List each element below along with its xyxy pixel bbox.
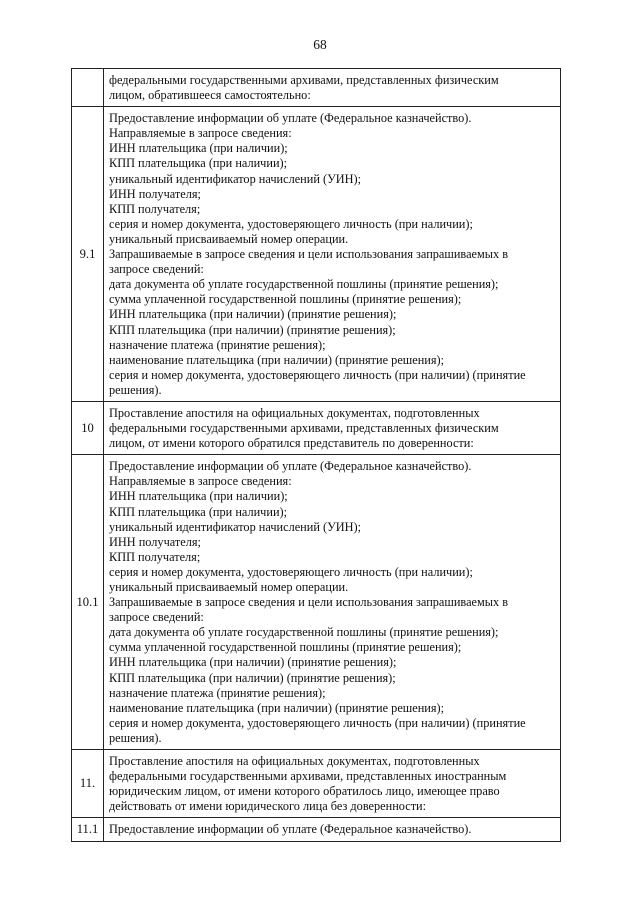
row-number: 10.1 bbox=[72, 455, 104, 750]
text-line: КПП плательщика (при наличии) (принятие решения); bbox=[109, 322, 396, 337]
row-number bbox=[72, 69, 104, 107]
text-line: запросе сведений: bbox=[109, 610, 204, 625]
text-line: юридическим лицом, от имени которого обратилось лицо, имеющее право bbox=[109, 784, 500, 799]
text-line: Запрашиваемые в запросе сведения и цели использования запрашиваемых в bbox=[109, 247, 509, 262]
text-line: федеральными государственными архивами, представленных иностранным bbox=[109, 769, 507, 784]
text-line: дата документа об уплате государственной пошлины (принятие решения); bbox=[109, 277, 499, 292]
row-text bbox=[104, 750, 561, 818]
text-line: действовать от имени юридического лица без доверенности: bbox=[109, 799, 427, 814]
row-number: 9.1 bbox=[72, 107, 104, 402]
text-line: Предоставление информации об уплате (Федеральное казначейство). bbox=[109, 822, 472, 837]
text-line: ИНН плательщика (при наличии) (принятие решения); bbox=[109, 307, 397, 322]
text-line: запросе сведений: bbox=[109, 262, 204, 277]
text-line: федеральными государственными архивами, представленных физическим bbox=[109, 73, 499, 87]
text-line: серия и номер документа, удостоверяющего личность (при наличии); bbox=[109, 216, 473, 231]
text-line: серия и номер документа, удостоверяющего личность (при наличии); bbox=[109, 564, 473, 579]
text-line: уникальный идентификатор начислений (УИН); bbox=[109, 171, 362, 186]
text-line: решения). bbox=[109, 382, 162, 397]
row-text bbox=[104, 107, 561, 402]
text-line: Проставление апостиля на официальных документах, подготовленных bbox=[109, 405, 480, 420]
text-line: федеральными государственными архивами, представленных физическим bbox=[109, 421, 499, 436]
text-line: решения). bbox=[109, 730, 162, 745]
text-line: уникальный присваиваемый номер операции. bbox=[109, 580, 349, 594]
text-line: сумма уплаченной государственной пошлины (принятие решения); bbox=[109, 292, 462, 307]
text-line: сумма уплаченной государственной пошлины (принятие решения); bbox=[109, 640, 462, 655]
text-line: ИНН плательщика (при наличии); bbox=[109, 489, 288, 504]
text-line: уникальный присваиваемый номер операции. bbox=[109, 231, 349, 246]
text-line: ИНН получателя; bbox=[109, 534, 201, 549]
text-line: Предоставление информации об уплате (Федеральное казначейство). bbox=[109, 111, 472, 126]
table-row bbox=[72, 401, 561, 454]
text-line: ИНН плательщика (при наличии); bbox=[109, 141, 288, 156]
row-text bbox=[104, 69, 561, 107]
text-line: дата документа об уплате государственной пошлины (принятие решения); bbox=[109, 625, 499, 640]
row-number: 11.1 bbox=[72, 818, 104, 841]
text-line: лицом, от имени которого обратился представитель по доверенности: bbox=[109, 436, 474, 451]
text-line: назначение платежа (принятие решения); bbox=[109, 685, 326, 700]
row-number: 11. bbox=[72, 750, 104, 818]
text-line: КПП плательщика (при наличии) (принятие решения); bbox=[109, 670, 396, 685]
text-line: Проставление апостиля на официальных документах, подготовленных bbox=[109, 754, 480, 769]
text-line: КПП плательщика (при наличии); bbox=[109, 156, 288, 171]
row-number: 10 bbox=[72, 401, 104, 454]
row-text bbox=[104, 818, 561, 841]
table-row bbox=[72, 107, 561, 402]
text-line: серия и номер документа, удостоверяющего личность (при наличии) (принятие bbox=[109, 367, 526, 382]
text-line: Запрашиваемые в запросе сведения и цели использования запрашиваемых в bbox=[109, 595, 509, 610]
text-line: серия и номер документа, удостоверяющего личность (при наличии) (принятие bbox=[109, 715, 526, 730]
text-line: Направляемые в запросе сведения: bbox=[109, 474, 292, 489]
text-line: уникальный идентификатор начислений (УИН); bbox=[109, 519, 362, 534]
text-line: назначение платежа (принятие решения); bbox=[109, 337, 326, 352]
row-text bbox=[104, 401, 561, 454]
text-line: ИНН плательщика (при наличии) (принятие решения); bbox=[109, 655, 397, 670]
text-line: КПП получателя; bbox=[109, 549, 201, 564]
text-line: КПП плательщика (при наличии); bbox=[109, 504, 288, 519]
text-line: лицом, обратившееся самостоятельно: bbox=[109, 88, 311, 103]
document-table bbox=[71, 68, 561, 842]
table-row bbox=[72, 455, 561, 750]
table-row bbox=[72, 750, 561, 818]
text-line: наименование плательщика (при наличии) (принятие решения); bbox=[109, 352, 445, 367]
row-text bbox=[104, 455, 561, 750]
text-line: наименование плательщика (при наличии) (принятие решения); bbox=[109, 700, 445, 715]
text-line: Предоставление информации об уплате (Федеральное казначейство). bbox=[109, 459, 472, 474]
text-line: Направляемые в запросе сведения: bbox=[109, 126, 292, 141]
text-line: ИНН получателя; bbox=[109, 186, 201, 201]
table-row bbox=[72, 69, 561, 107]
text-line: КПП получателя; bbox=[109, 201, 201, 216]
document-table-body bbox=[72, 69, 561, 842]
page-number: 68 bbox=[313, 37, 327, 52]
table-row bbox=[72, 818, 561, 841]
